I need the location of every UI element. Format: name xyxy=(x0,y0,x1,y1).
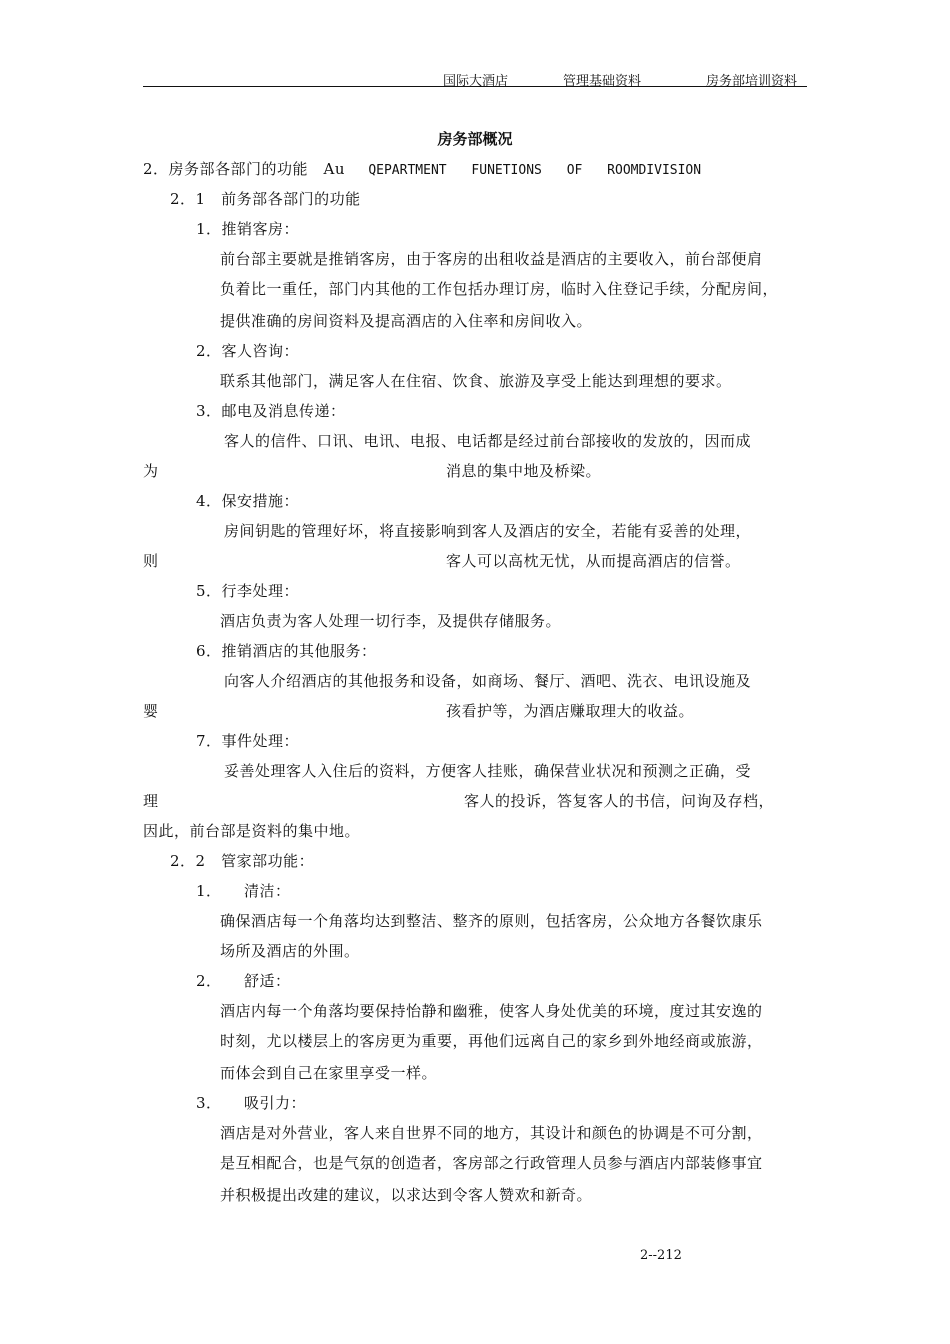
item-text-line: 场所及酒店的外围。 xyxy=(220,942,360,960)
page-number: 2--212 xyxy=(640,1248,682,1263)
item-label: 清洁： xyxy=(244,882,291,900)
item-number: 3． xyxy=(196,1094,222,1112)
item-text-line: 酒店内每一个角落均要保持怡静和幽雅，使客人身处优美的环境，度过其安逸的 xyxy=(220,1002,763,1020)
item-text-line: 酒店是对外营业，客人来自世界不同的地方，其设计和颜色的协调是不可分割， xyxy=(220,1124,763,1142)
header-rule xyxy=(143,86,807,87)
header-doc-category: 管理基础资料 xyxy=(563,74,642,89)
item-text-line: 消息的集中地及桥梁。 xyxy=(446,462,602,480)
item-text-line: 负着比一重任，部门内其他的工作包括办理订房，临时入住登记手续，分配房间， xyxy=(220,280,779,298)
item-text-line: 因此，前台部是资料的集中地。 xyxy=(143,822,361,840)
item-label: 吸引力： xyxy=(244,1094,307,1112)
item-text-line: 房间钥匙的管理好坏，将直接影响到客人及酒店的安全，若能有妥善的处理， xyxy=(224,522,752,540)
item-label: 4．保安措施： xyxy=(196,492,300,510)
item-text-wrap-char: 婴 xyxy=(143,702,159,720)
header-hotel-name: 国际大酒店 xyxy=(443,74,509,89)
item-number: 2． xyxy=(196,972,222,990)
section-heading-en: QEPARTMENT FUNETIONS OF ROOMDIVISION xyxy=(368,163,702,178)
item-text-wrap-char: 为 xyxy=(143,462,159,480)
item-text-line: 客人的投诉，答复客人的书信，问询及存档， xyxy=(464,792,775,810)
item-text-wrap-char: 则 xyxy=(143,552,159,570)
page-title: 房务部概况 xyxy=(437,130,513,148)
item-label: 舒适： xyxy=(244,972,291,990)
item-text-line: 孩看护等，为酒店赚取理大的收益。 xyxy=(446,702,695,720)
item-text-line: 而体会到自己在家里享受一样。 xyxy=(220,1064,438,1082)
item-text-line: 妥善处理客人入住后的资料，方便客人挂账，确保营业状况和预测之正确，受 xyxy=(224,762,752,780)
item-label: 1．推销客房： xyxy=(196,220,300,238)
item-label: 3．邮电及消息传递： xyxy=(196,402,346,420)
item-text-line: 联系其他部门，满足客人在住宿、饮食、旅游及享受上能达到理想的要求。 xyxy=(220,372,732,390)
item-label: 5．行李处理： xyxy=(196,582,300,600)
item-label: 2．客人咨询： xyxy=(196,342,300,360)
item-label: 7．事件处理： xyxy=(196,732,300,750)
item-text-line: 并积极提出改建的建议，以求达到令客人赞欢和新奇。 xyxy=(220,1186,593,1204)
item-text-wrap-char: 理 xyxy=(143,792,159,810)
subsection-heading-2-2: 2．2 管家部功能： xyxy=(170,852,315,870)
item-text-line: 时刻，尤以楼层上的客房更为重要，再他们远离自己的家乡到外地经商或旅游， xyxy=(220,1032,763,1050)
item-text-line: 确保酒店每一个角落均达到整洁、整齐的原则，包括客房，公众地方各餐饮康乐 xyxy=(220,912,763,930)
header-doc-title: 房务部培训资料 xyxy=(706,74,798,89)
item-label: 6．推销酒店的其他服务： xyxy=(196,642,377,660)
item-text-line: 前台部主要就是推销客房，由于客房的出租收益是酒店的主要收入，前台部便肩 xyxy=(220,250,763,268)
item-text-line: 向客人介绍酒店的其他报务和设备，如商场、餐厅、酒吧、洗衣、电讯设施及 xyxy=(224,672,752,690)
section-heading-cn: 2．房务部各部门的功能 Au xyxy=(143,160,346,178)
item-text-line: 提供准确的房间资料及提高酒店的入住率和房间收入。 xyxy=(220,312,593,330)
item-text-line: 酒店负责为客人处理一切行李，及提供存储服务。 xyxy=(220,612,562,630)
section-heading xyxy=(143,158,701,179)
subsection-heading-2-1: 2．1 前务部各部门的功能 xyxy=(170,190,361,208)
item-text-line: 客人的信件、口讯、电讯、电报、电话都是经过前台部接收的发放的，因而成 xyxy=(224,432,752,450)
item-number: 1． xyxy=(196,882,222,900)
item-text-line: 是互相配合，也是气氛的创造者，客房部之行政管理人员参与酒店内部装修事宜 xyxy=(220,1154,763,1172)
item-text-line: 客人可以高枕无忧，从而提高酒店的信誉。 xyxy=(446,552,741,570)
